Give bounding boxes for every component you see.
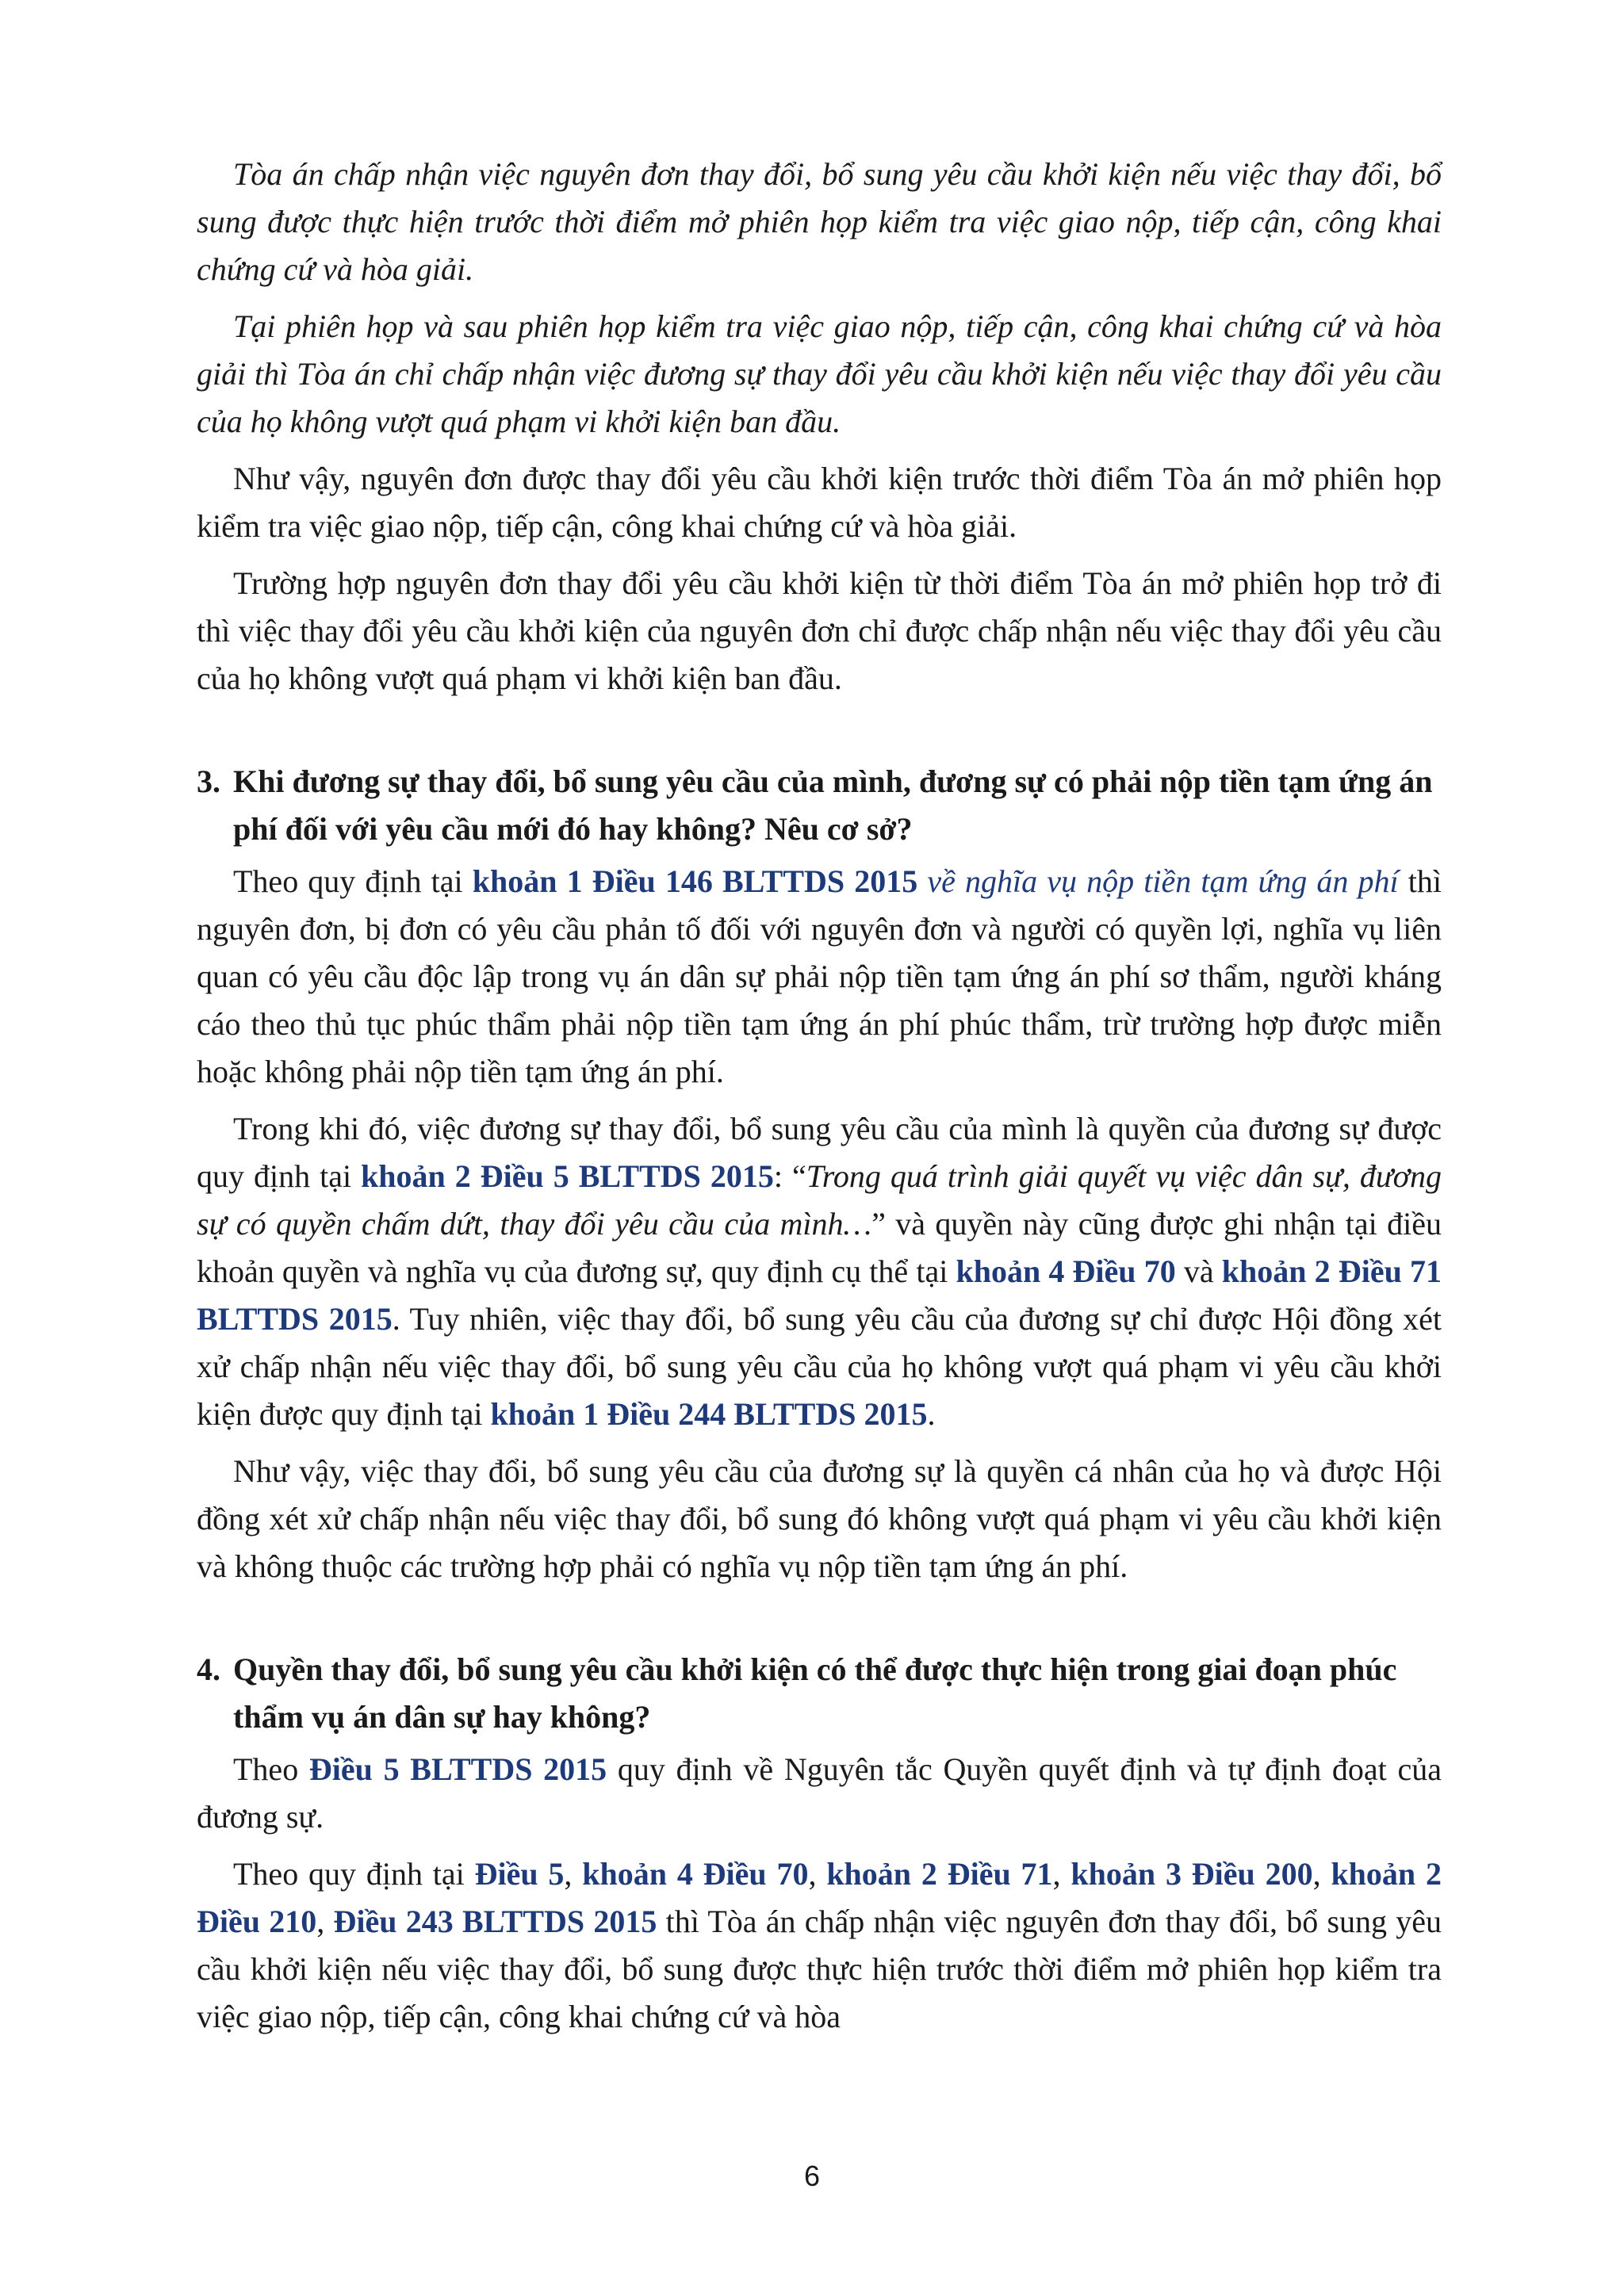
paragraph-conclusion-plaintiff: Như vậy, nguyên đơn được thay đổi yêu cầu khởi kiện trước thời điểm Tòa án mở phiên họp kiểm tra việc giao nộp, tiếp cận, công khai chứng cứ và hòa giải. xyxy=(197,461,1442,544)
separator: , xyxy=(808,1856,827,1892)
legal-reference-link[interactable]: khoản 2 Điều 210 xyxy=(197,1856,1442,1939)
separator: , xyxy=(1052,1856,1071,1892)
text-span: Theo quy định tại xyxy=(233,863,473,899)
text-span: thì Tòa án chấp nhận việc nguyên đơn thay đổi, bổ sung yêu cầu khởi kiện nếu việc thay đổi, bổ sung được thực hiện trước thời điểm mở phiên họp kiểm tra việc giao nộp, tiếp cận, công khai chứng cứ và hòa xyxy=(197,1904,1442,2034)
legal-reference-link[interactable]: khoản 2 Điều 71 xyxy=(826,1856,1053,1892)
text-span: Trong khi đó, việc đương sự thay đổi, bổ sung yêu cầu của mình là quyền của đương sự được quy định tại xyxy=(197,1111,1442,1194)
legal-reference-link[interactable]: Điều 243 BLTTDS 2015 xyxy=(333,1904,657,1939)
separator: , xyxy=(564,1856,583,1892)
legal-reference-link[interactable]: Điều 5 BLTTDS 2015 xyxy=(308,1751,607,1787)
question-3-number: 3. xyxy=(197,763,220,799)
separator: , xyxy=(1312,1856,1331,1892)
legal-reference-link[interactable]: khoản 3 Điều 200 xyxy=(1071,1856,1313,1892)
text-span: quy định về Nguyên tắc Quyền quyết định và tự định đoạt của đương sự. xyxy=(197,1751,1442,1835)
legal-reference-link[interactable]: khoản 2 Điều 71 BLTTDS 2015 xyxy=(197,1253,1442,1337)
paragraph-acceptance-after-meeting: Tại phiên họp và sau phiên họp kiểm tra việc giao nộp, tiếp cận, công khai chứng cứ và hòa giải thì Tòa án chỉ chấp nhận việc đương sự thay đổi yêu cầu khởi kiện nếu việc thay đổi yêu cầu của họ không vượt quá phạm vi khởi kiện ban đầu. xyxy=(197,308,1442,439)
text-span: Theo xyxy=(233,1751,309,1787)
separator: , xyxy=(316,1904,334,1939)
question-4-number: 4. xyxy=(197,1651,220,1687)
legal-reference-italic[interactable]: về nghĩa vụ nộp tiền tạm ứng án phí xyxy=(917,863,1399,899)
legal-reference-link[interactable]: khoản 1 Điều 146 BLTTDS 2015 xyxy=(472,863,918,899)
paragraph-case-from-meeting: Trường hợp nguyên đơn thay đổi yêu cầu khởi kiện từ thời điểm Tòa án mở phiên họp trở đi thì việc thay đổi yêu cầu khởi kiện của nguyên đơn chỉ được chấp nhận nếu việc thay đổi yêu cầu của họ không vượt quá phạm vi khởi kiện ban đầu. xyxy=(197,565,1442,696)
legal-reference-link[interactable]: Điều 5 xyxy=(474,1856,565,1892)
text-span: và xyxy=(1175,1253,1222,1289)
question-4-title: Quyền thay đổi, bổ sung yêu cầu khởi kiện có thể được thực hiện trong giai đoạn phúc thẩm vụ án dân sự hay không? xyxy=(233,1651,1397,1735)
paragraph-conclusion-change-request: Như vậy, việc thay đổi, bổ sung yêu cầu của đương sự là quyền cá nhân của họ và được Hội đồng xét xử chấp nhận nếu việc thay đổi, bổ sung đó không vượt quá phạm vi yêu cầu khởi kiện và không thuộc các trường hợp phải có nghĩa vụ nộp tiền tạm ứng án phí. xyxy=(197,1453,1442,1584)
text-span: : “ xyxy=(773,1158,806,1194)
legal-reference-link[interactable]: khoản 4 Điều 70 xyxy=(956,1253,1176,1289)
paragraph-right-to-change-request xyxy=(197,1105,1442,1438)
text-span: thì nguyên đơn, bị đơn có yêu cầu phản tố đối với nguyên đơn và người có quyền lợi, nghĩa vụ liên quan có yêu cầu độc lập trong vụ án dân sự phải nộp tiền tạm ứng án phí sơ thẩm, người kháng cáo theo thủ tục phúc thẩm phải nộp tiền tạm ứng án phí phúc thẩm, trừ trường hợp được miễn hoặc không phải nộp tiền tạm ứng án phí. xyxy=(197,863,1442,1089)
question-4-heading xyxy=(197,1646,1442,1741)
paragraph-acceptance-provisions xyxy=(197,1850,1442,2041)
paragraph-principle-self-determination xyxy=(197,1746,1442,1841)
legal-reference-link[interactable]: khoản 4 Điều 70 xyxy=(582,1856,809,1892)
paragraph-acceptance-before-meeting: Tòa án chấp nhận việc nguyên đơn thay đổi, bổ sung yêu cầu khởi kiện nếu việc thay đổi, bổ sung được thực hiện trước thời điểm mở phiên họp kiểm tra việc giao nộp, tiếp cận, công khai chứng cứ và hòa giải. xyxy=(197,156,1442,287)
text-span: ” và quyền này cũng được ghi nhận tại điều khoản quyền và nghĩa vụ của đương sự, quy định cụ thể tại xyxy=(197,1206,1442,1289)
quoted-text: Trong quá trình giải quyết vụ việc dân sự, đương sự có quyền chấm dứt, thay đổi yêu cầu của mình… xyxy=(197,1158,1442,1242)
legal-reference-link[interactable]: khoản 1 Điều 244 BLTTDS 2015 xyxy=(490,1396,928,1432)
text-span: . Tuy nhiên, việc thay đổi, bổ sung yêu cầu của đương sự chỉ được Hội đồng xét xử chấp nhận nếu việc thay đổi, bổ sung yêu cầu của họ không vượt quá phạm vi yêu cầu khởi kiện được quy định tại xyxy=(197,1301,1442,1432)
text-span: . xyxy=(927,1396,936,1432)
question-3-title: Khi đương sự thay đổi, bổ sung yêu cầu của mình, đương sự có phải nộp tiền tạm ứng án phí đối với yêu cầu mới đó hay không? Nêu cơ sở? xyxy=(233,763,1433,847)
page-number: 6 xyxy=(803,2160,821,2192)
document-page xyxy=(197,151,1442,2050)
paragraph-advance-fee-obligation xyxy=(197,858,1442,1096)
question-3-heading xyxy=(197,758,1442,853)
text-span: Theo quy định tại xyxy=(233,1856,475,1892)
legal-reference-link[interactable]: khoản 2 Điều 5 BLTTDS 2015 xyxy=(361,1158,774,1194)
